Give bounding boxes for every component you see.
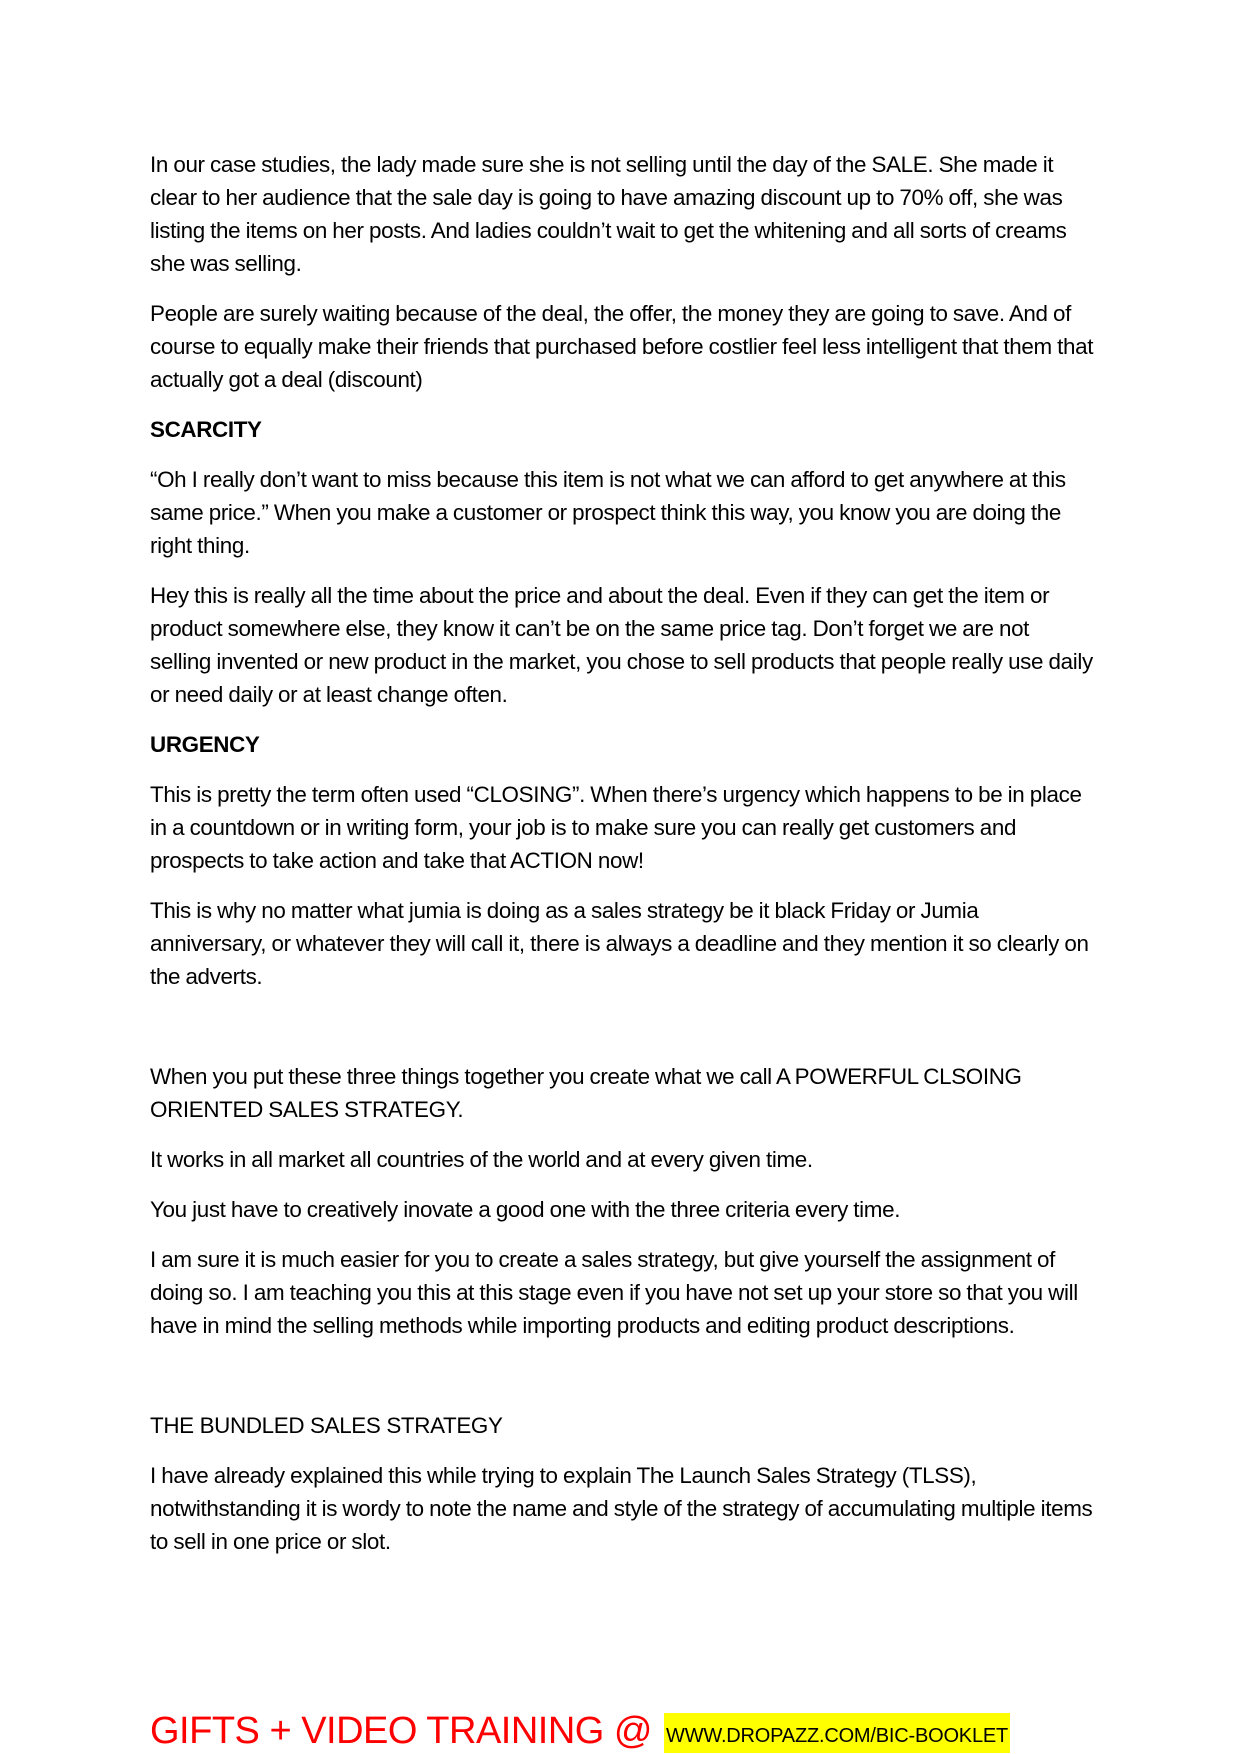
paragraph-price-deal: Hey this is really all the time about the price and about the deal. Even if they can get the item or product somewhere else, they know it can’t be on the same price tag. Don’t forget we are not selling invented or new product in the market, you chose to sell products that people really use daily or need daily or at least change often. [150,583,1093,707]
heading-scarcity: SCARCITY [150,417,262,442]
paragraph-case-study: In our case studies, the lady made sure she is not selling until the day of the SALE. She made it clear to her audience that the sale day is going to have amazing discount up to 70% off, she was listing the items on her posts. And ladies couldn’t wait to get the whitening and all sorts of creams she was selling. [150,152,1067,276]
paragraph-scarcity-quote: “Oh I really don’t want to miss because this item is not what we can afford to get anywhere at this same price.” When you make a customer or prospect think this way, you know you are doing the right thing. [150,467,1066,558]
paragraph-bundled-explanation: I have already explained this while trying to explain The Launch Sales Strategy (TLSS), notwithstanding it is wordy to note the name and style of the strategy of accumulating multiple items to sell in one price or slot. [150,1463,1093,1554]
footer-link[interactable]: WWW.DROPAZZ.COM/BIC-BOOKLET [664,1713,1010,1753]
paragraph-works-all-markets: It works in all market all countries of the world and at every given time. [150,1147,813,1172]
footer-label: GIFTS + VIDEO TRAINING @ [150,1710,653,1752]
paragraph-closing: This is pretty the term often used “CLOSING”. When there’s urgency which happens to be in place in a countdown or in writing form, your job is to make sure you can really get customers and prospects to take action and take that ACTION now! [150,782,1082,873]
heading-urgency: URGENCY [150,732,260,757]
section-title-bundled-sales: THE BUNDLED SALES STRATEGY [150,1413,503,1438]
paragraph-assignment: I am sure it is much easier for you to create a sales strategy, but give yourself the assignment of doing so. I am teaching you this at this stage even if you have not set up your store so that you will have in mind the selling methods while importing products and editing product descriptions. [150,1247,1078,1338]
paragraph-three-things: When you put these three things together you create what we call A POWERFUL CLSOING ORIENTED SALES STRATEGY. [150,1064,1022,1122]
footer-banner [150,1707,1010,1753]
paragraph-innovate: You just have to creatively inovate a good one with the three criteria every time. [150,1197,901,1222]
blank-space [150,1010,1095,1060]
blank-space [150,1359,1095,1409]
document-body [150,148,1095,1575]
paragraph-jumia-deadline: This is why no matter what jumia is doing as a sales strategy be it black Friday or Jumia anniversary, or whatever they will call it, there is always a deadline and they mention it so clearly on the adverts. [150,898,1089,989]
paragraph-waiting-deal: People are surely waiting because of the deal, the offer, the money they are going to save. And of course to equally make their friends that purchased before costlier feel less intelligent that them that actually got a deal (discount) [150,301,1094,392]
